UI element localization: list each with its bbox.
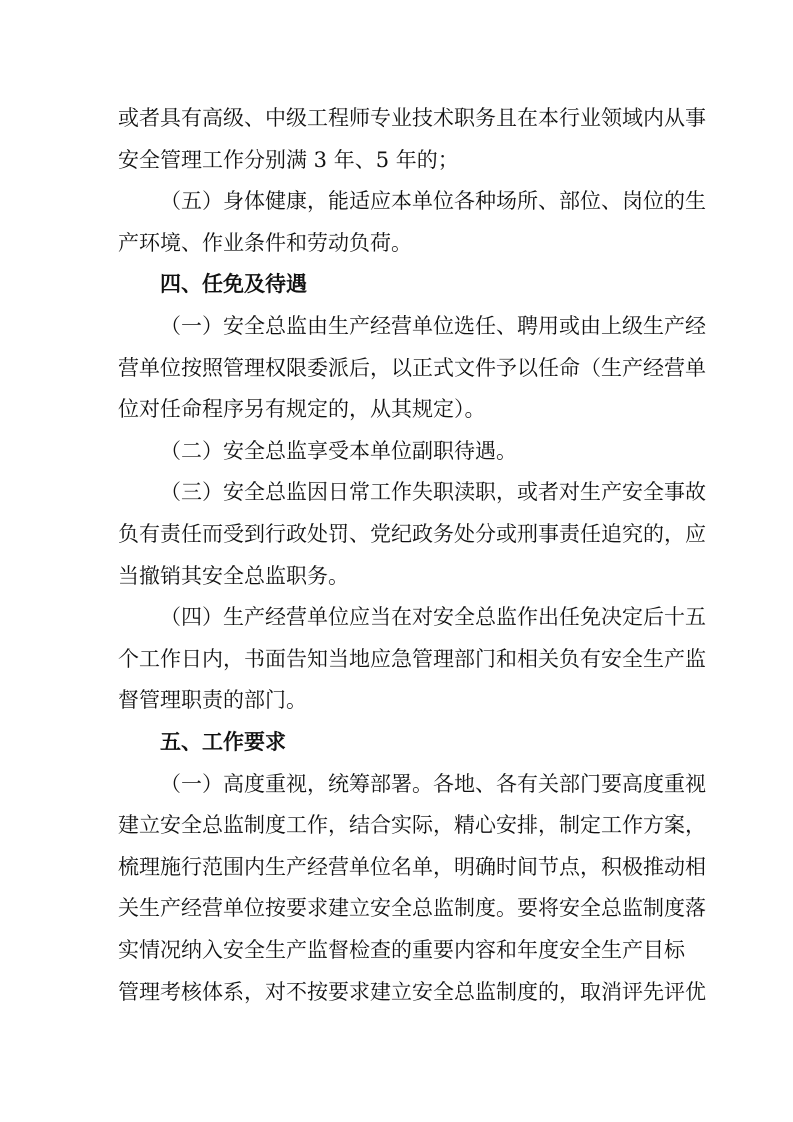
text-line: 关生产经营单位按要求建立安全总监制度。要将安全总监制度落 [118,896,706,921]
text-line: 督管理职责的部门。 [118,688,307,713]
text-line: 梳理施行范围内生产经营单位名单，明确时间节点，积极推动相 [118,854,706,879]
text-line: 实情况纳入安全生产监督检查的重要内容和年度安全生产目标 [118,938,685,962]
text-line: 管理考核体系，对不按要求建立安全总监制度的，取消评先评优 [118,979,706,1004]
section-heading: 五、工作要求 [160,729,286,754]
text-line: 建立安全总监制度工作，结合实际，精心安排，制定工作方案， [118,813,706,838]
text-line: 位对任命程序另有规定的，从其规定）。 [118,397,486,422]
text-line: （一）高度重视，统筹部署。各地、各有关部门要高度重视 [160,771,706,796]
text-line: 当撤销其安全总监职务。 [118,563,349,588]
text-line: 营单位按照管理权限委派后，以正式文件予以任命（生产经营单 [118,355,706,380]
text-line: 负有责任而受到行政处罚、党纪政务处分或刑事责任追究的，应 [118,522,706,546]
section-heading: 四、任免及待遇 [160,271,307,297]
text-line: （一）安全总监由生产经营单位选任、聘用或由上级生产经 [160,314,706,338]
text-line: 安全管理工作分别满 3 年、5 年的； [118,147,459,172]
text-line: （二）安全总监享受本单位副职待遇。 [160,438,517,463]
text-line: 个工作日内，书面告知当地应急管理部门和相关负有安全生产监 [118,646,706,671]
text-line: 产环境、作业条件和劳动负荷。 [118,230,412,255]
text-line: （四）生产经营单位应当在对安全总监作出任免决定后十五 [160,605,706,630]
text-line: （五）身体健康，能适应本单位各种场所、部位、岗位的生 [160,189,706,214]
text-line: （三）安全总监因日常工作失职渎职，或者对生产安全事故 [160,480,706,505]
text-line: 或者具有高级、中级工程师专业技术职务且在本行业领域内从事 [118,106,706,130]
